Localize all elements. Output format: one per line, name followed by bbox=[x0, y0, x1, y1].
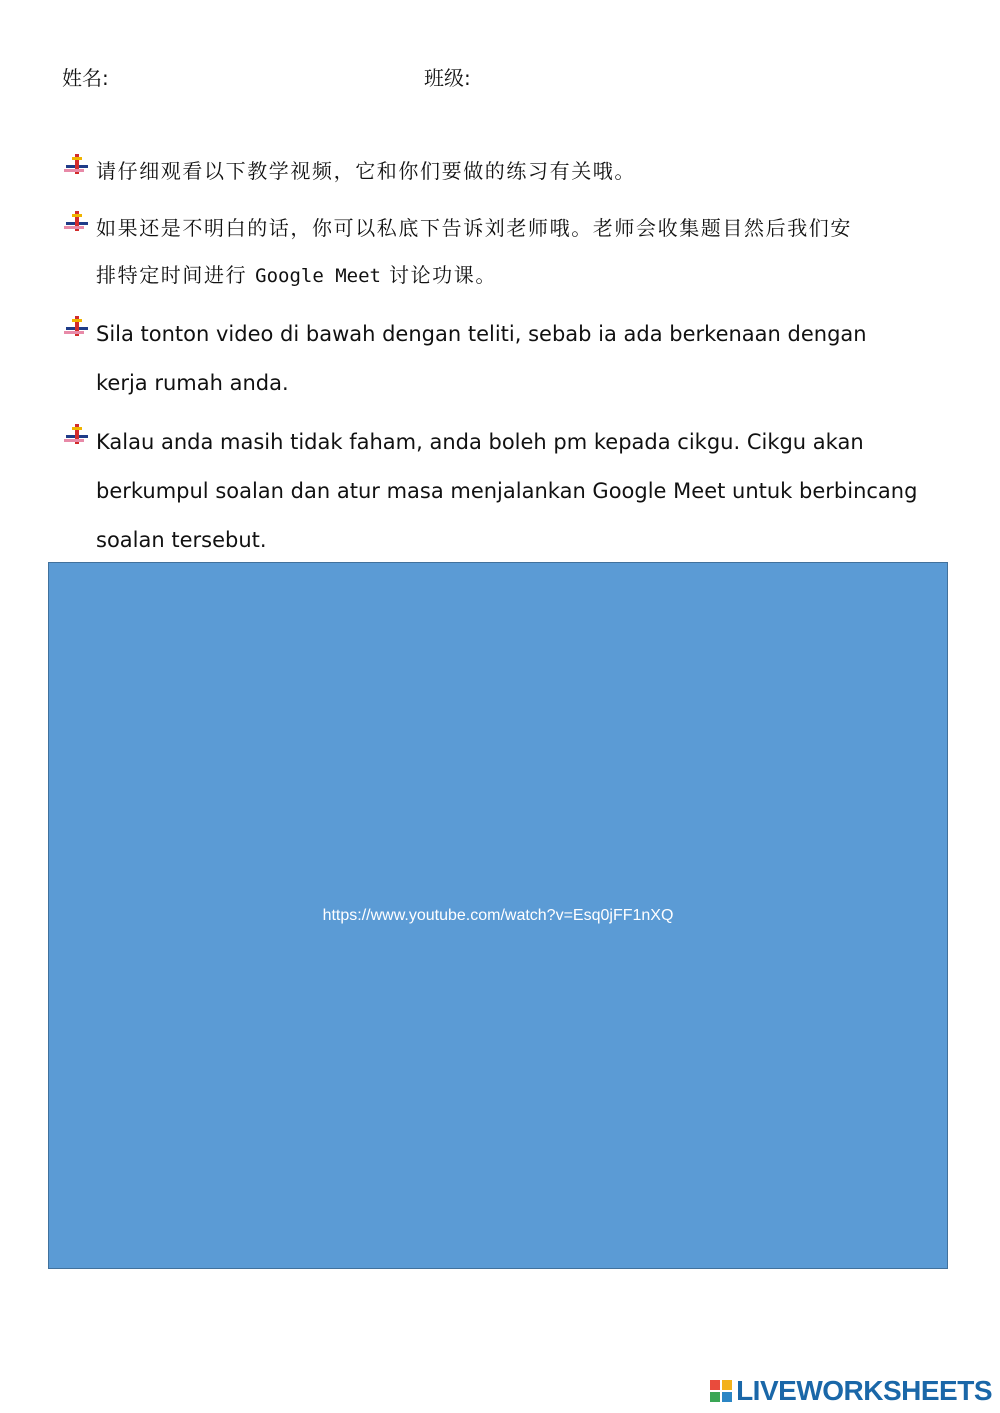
liveworksheets-branding bbox=[710, 1375, 992, 1407]
arrow-bullet-icon bbox=[64, 316, 90, 338]
instruction-item-cn-2 bbox=[64, 205, 944, 300]
liveworksheets-logo-icon bbox=[710, 1380, 732, 1402]
class-field-label: 班级: bbox=[424, 66, 471, 90]
instruction-text-line-1: Kalau anda masih tidak faham, anda boleh pm kepada cikgu. Cikgu akan bbox=[96, 430, 864, 454]
instruction-item-ms-2 bbox=[64, 418, 944, 565]
instruction-text: 请仔细观看以下教学视频，它和你们要做的练习有关哦。 bbox=[96, 159, 636, 183]
instruction-list bbox=[64, 148, 944, 575]
instruction-text-part: Google Meet bbox=[255, 265, 382, 287]
instruction-item-cn-1 bbox=[64, 148, 944, 195]
liveworksheets-wordmark: LIVEWORKSHEETS bbox=[736, 1375, 992, 1406]
video-embed[interactable] bbox=[48, 562, 948, 1269]
instruction-text-line-2: kerja rumah anda. bbox=[96, 371, 289, 395]
arrow-bullet-icon bbox=[64, 211, 90, 233]
instruction-text-line-1: 如果还是不明白的话，你可以私底下告诉刘老师哦。老师会收集题目然后我们安 bbox=[96, 216, 852, 240]
instruction-text-line-3: soalan tersebut. bbox=[96, 528, 267, 552]
instruction-text-line-2 bbox=[96, 252, 944, 300]
instruction-text-part: 讨论功课。 bbox=[388, 263, 497, 287]
name-field-label: 姓名: bbox=[62, 66, 109, 90]
video-link[interactable]: https://www.youtube.com/watch?v=Esq0jFF1nXQ bbox=[322, 906, 674, 924]
instruction-text-line-1: Sila tonton video di bawah dengan teliti, sebab ia ada berkenaan dengan bbox=[96, 322, 867, 346]
arrow-bullet-icon bbox=[64, 154, 90, 176]
instruction-item-ms-1 bbox=[64, 310, 944, 408]
arrow-bullet-icon bbox=[64, 424, 90, 446]
instruction-text-part: 排特定时间进行 bbox=[96, 263, 248, 287]
instruction-text-line-2: berkumpul soalan dan atur masa menjalankan Google Meet untuk berbincang bbox=[96, 479, 918, 503]
